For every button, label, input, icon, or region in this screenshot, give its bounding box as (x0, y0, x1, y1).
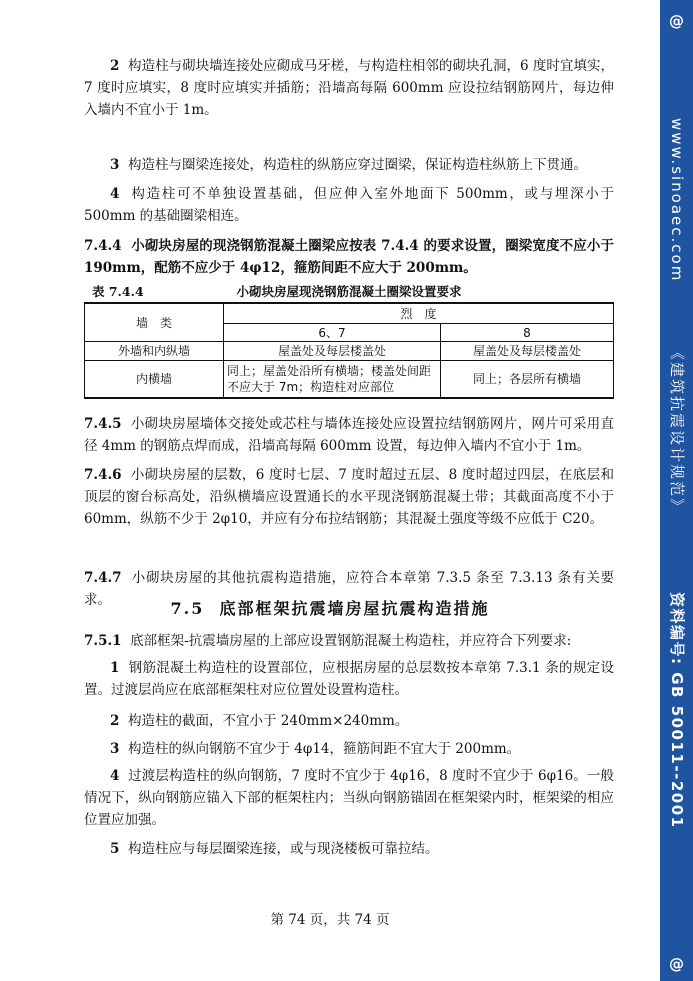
clause-7-4-5 (84, 413, 614, 457)
clause-text: 小砌块房屋的现浇钢筋混凝土圈梁应按表 7.4.4 的要求设置，圈梁宽度不应小于 190mm，配筋不应少于 4φ12，箍筋间距不应大于 200mm。 (84, 238, 614, 276)
side-banner (660, 0, 693, 981)
item-number: 1 (110, 660, 120, 676)
table-label: 表 7.4.4 (92, 284, 144, 299)
cell-wall: 外墙和内纵墙 (85, 342, 224, 361)
book-title: 《建筑抗震设计规范》 (668, 345, 686, 516)
table-row (85, 361, 614, 399)
item-text: 构造柱应与每层圈梁连接，或与现浇楼板可靠拉结。 (128, 841, 439, 857)
item-2 (84, 710, 614, 732)
item-1 (84, 657, 614, 701)
paragraph-2 (84, 55, 614, 121)
paragraph-text: 构造柱与圈梁连接处，构造柱的纵筋应穿过圈梁，保证构造柱纵筋上下贯通。 (128, 157, 587, 173)
item-text: 构造柱的截面，不宜小于 240mm×240mm。 (128, 713, 409, 729)
item-text: 钢筋混凝土构造柱的设置部位，应根据房屋的总层数按本章第 7.3.1 条的规定设置。过渡层尚应在底部框架柱对应位置处设置构造柱。 (84, 660, 614, 698)
item-number: 4 (110, 768, 120, 784)
item-number: 4 (110, 186, 120, 202)
item-5 (84, 838, 614, 860)
paragraph-3 (84, 154, 614, 176)
clause-7-5-1 (84, 630, 614, 652)
clause-number: 7.4.6 (84, 467, 122, 483)
ring-beam-table (84, 302, 614, 399)
cell-8: 同上；各层所有横墙 (441, 361, 614, 399)
table-header-row (85, 303, 614, 324)
item-number: 3 (110, 157, 120, 173)
clause-number: 7.5.1 (84, 633, 122, 649)
header-intensity-8: 8 (441, 324, 614, 342)
header-intensity-6-7: 6、7 (224, 324, 441, 342)
cell-6-7: 同上；屋盖处沿所有横墙；楼盖处间距不应大于 7m；构造柱对应部位 (224, 361, 441, 399)
table-caption: 小砌块房屋现浇钢筋混凝土圈梁设置要求 (236, 284, 462, 299)
at-symbol-bottom: @ (669, 955, 684, 973)
item-text: 构造柱的纵向钢筋不宜少于 4φ14，箍筋间距不宜大于 200mm。 (128, 741, 521, 757)
item-4 (84, 765, 614, 831)
item-3 (84, 738, 614, 760)
clause-7-4-4 (84, 235, 614, 279)
item-number: 3 (110, 741, 120, 757)
cell-wall: 内横墙 (85, 361, 224, 399)
item-number: 2 (110, 58, 120, 74)
clause-text: 小砌块房屋墙体交接处或芯柱与墙体连接处应设置拉结钢筋网片，网片可采用直径 4mm 的钢筋点焊而成，沿墙高每隔 600mm 设置，每边伸入墙内不宜小于 1m。 (84, 416, 614, 454)
clause-7-4-6 (84, 464, 614, 530)
cell-6-7: 屋盖处及每层楼盖处 (224, 342, 441, 361)
document-code: 资料编号: GB 50011--2001 (668, 592, 686, 829)
clause-number: 7.4.4 (84, 238, 122, 254)
item-number: 2 (110, 713, 120, 729)
page-footer: 第 74 页，共 74 页 (270, 912, 390, 928)
clause-number: 7.4.7 (84, 570, 122, 586)
section-title (0, 596, 660, 619)
section-heading: 底部框架抗震墙房屋抗震构造措施 (219, 599, 490, 618)
section-number: 7.5 (170, 599, 205, 618)
item-text: 过渡层构造柱的纵向钢筋，7 度时不宜少于 4φ16，8 度时不宜少于 6φ16。一般情况下，纵向钢筋应锚入下部的框架柱内；当纵向钢筋锚固在框架梁内时，框架梁的相应位置应加强。 (84, 768, 614, 828)
clause-text: 小砌块房屋的层数，6 度时七层、7 度时超过五层、8 度时超过四层，在底层和顶层的窗台标高处，沿纵横墙应设置通长的水平现浇钢筋混凝土带；其截面高度不小于 60mm，纵筋不少于 2φ10，并应有分布拉结钢筋；其混凝土强度等级不应低于 C20。 (84, 467, 615, 527)
paragraph-text: 构造柱可不单独设置基础，但应伸入室外地面下 500mm，或与埋深小于 500mm 的基础圈梁相连。 (84, 186, 614, 224)
paragraph-4 (84, 183, 614, 227)
clause-text: 小砌块房屋的其他抗震构造措施，应符合本章第 7.3.5 条至 7.3.13 条有关要求。 (84, 570, 614, 608)
paragraph-text: 构造柱与砌块墙连接处应砌成马牙槎，与构造柱相邻的砌块孔洞，6 度时宜填实，7 度时应填实，8 度时应填实并插筋；沿墙高每隔 600mm 应设拉结钢筋网片，每边伸入墙内不宜小于 1m。 (84, 58, 614, 118)
at-symbol-top: @ (669, 12, 684, 30)
header-wall-type: 墙 类 (85, 303, 224, 342)
table-row (85, 342, 614, 361)
cell-8: 屋盖处及每层楼盖处 (441, 342, 614, 361)
clause-number: 7.4.5 (84, 416, 122, 432)
website-link[interactable]: www.sinoaec.com (668, 118, 686, 283)
item-number: 5 (110, 841, 120, 857)
header-intensity: 烈 度 (224, 303, 614, 324)
clause-text: 底部框架-抗震墙房屋的上部应设置钢筋混凝土构造柱，并应符合下列要求: (130, 633, 572, 649)
